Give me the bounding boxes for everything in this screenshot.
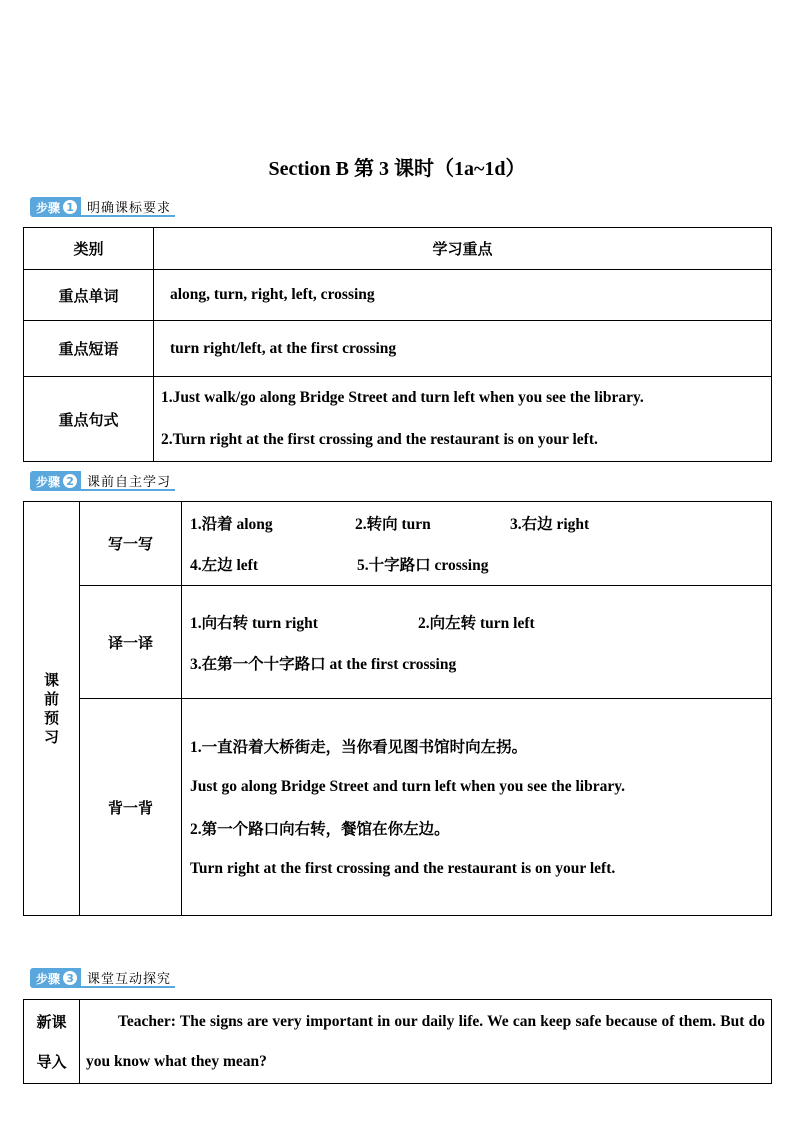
step-badge: [30, 197, 81, 217]
step-2-header: [30, 471, 175, 491]
step-1-header: [30, 197, 175, 217]
translate-item: 2.向左转 turn left: [418, 614, 535, 632]
sentence-2: 2.Turn right at the first crossing and the restaurant is on your left.: [161, 431, 598, 448]
step-badge: [30, 471, 81, 491]
translate-item: 3.在第一个十字路口 at the first crossing: [190, 655, 457, 673]
recite-line: 2.第一个路口向右转，餐馆在你左边。: [190, 820, 450, 838]
write-item: 3.右边 right: [510, 516, 590, 533]
recite-line: 1.一直沿着大桥街走，当你看见图书馆时向左拐。: [190, 738, 528, 756]
table-row: [24, 321, 772, 377]
write-item: 4.左边 left: [190, 557, 259, 574]
step-label: 课前自主学习: [81, 471, 175, 491]
recite-content: [182, 699, 772, 916]
step-number: 2: [63, 474, 77, 488]
write-content: [182, 502, 772, 586]
header-focus: 学习重点: [154, 228, 772, 270]
write-item: 1.沿着 along: [190, 516, 273, 533]
step-badge-text: 步骤: [36, 474, 61, 489]
step-badge: [30, 968, 81, 988]
preview-side-text: 课前预习: [43, 670, 59, 746]
requirements-table: [23, 227, 772, 462]
write-label: 写一写: [80, 502, 182, 586]
step-badge-text: 步骤: [36, 200, 61, 215]
translate-label: 译一译: [80, 586, 182, 699]
category-cell: 重点句式: [24, 377, 154, 462]
intro-label-line: 导入: [36, 1052, 67, 1071]
sentence-1: 1.Just walk/go along Bridge Street and turn left when you see the library.: [161, 389, 644, 406]
step-label: 明确课标要求: [81, 197, 175, 217]
intro-label-line: 新课: [36, 1012, 67, 1031]
intro-table: [23, 999, 772, 1084]
recite-label: 背一背: [80, 699, 182, 916]
step-number: 3: [63, 971, 77, 985]
table-row: [24, 377, 772, 462]
category-cell: 重点短语: [24, 321, 154, 377]
page-title: Section B 第 3 课时（1a~1d）: [268, 158, 526, 180]
recite-line: Just go along Bridge Street and turn left when you see the library.: [190, 777, 625, 795]
recite-line: Turn right at the first crossing and the restaurant is on your left.: [190, 859, 616, 877]
intro-text: Teacher: The signs are very important in our daily life. We can keep safe because of them. But do you know what they mean?: [80, 1000, 772, 1084]
header-category: 类别: [24, 228, 154, 270]
content-cell: [154, 377, 772, 462]
step-label: 课堂互动探究: [81, 968, 175, 988]
step-badge-text: 步骤: [36, 971, 61, 986]
translate-item: 1.向右转 turn right: [190, 614, 318, 632]
intro-label: [24, 1000, 80, 1084]
category-cell: 重点单词: [24, 270, 154, 321]
write-item: 2.转向 turn: [355, 516, 431, 533]
table-row: [24, 270, 772, 321]
content-cell: along, turn, right, left, crossing: [154, 270, 772, 321]
content-cell: turn right/left, at the first crossing: [154, 321, 772, 377]
preview-side-label: [24, 502, 80, 916]
step-3-header: [30, 968, 175, 988]
step-number: 1: [63, 200, 77, 214]
preview-table: [23, 501, 772, 916]
translate-content: [182, 586, 772, 699]
write-item: 5.十字路口 crossing: [357, 557, 489, 574]
